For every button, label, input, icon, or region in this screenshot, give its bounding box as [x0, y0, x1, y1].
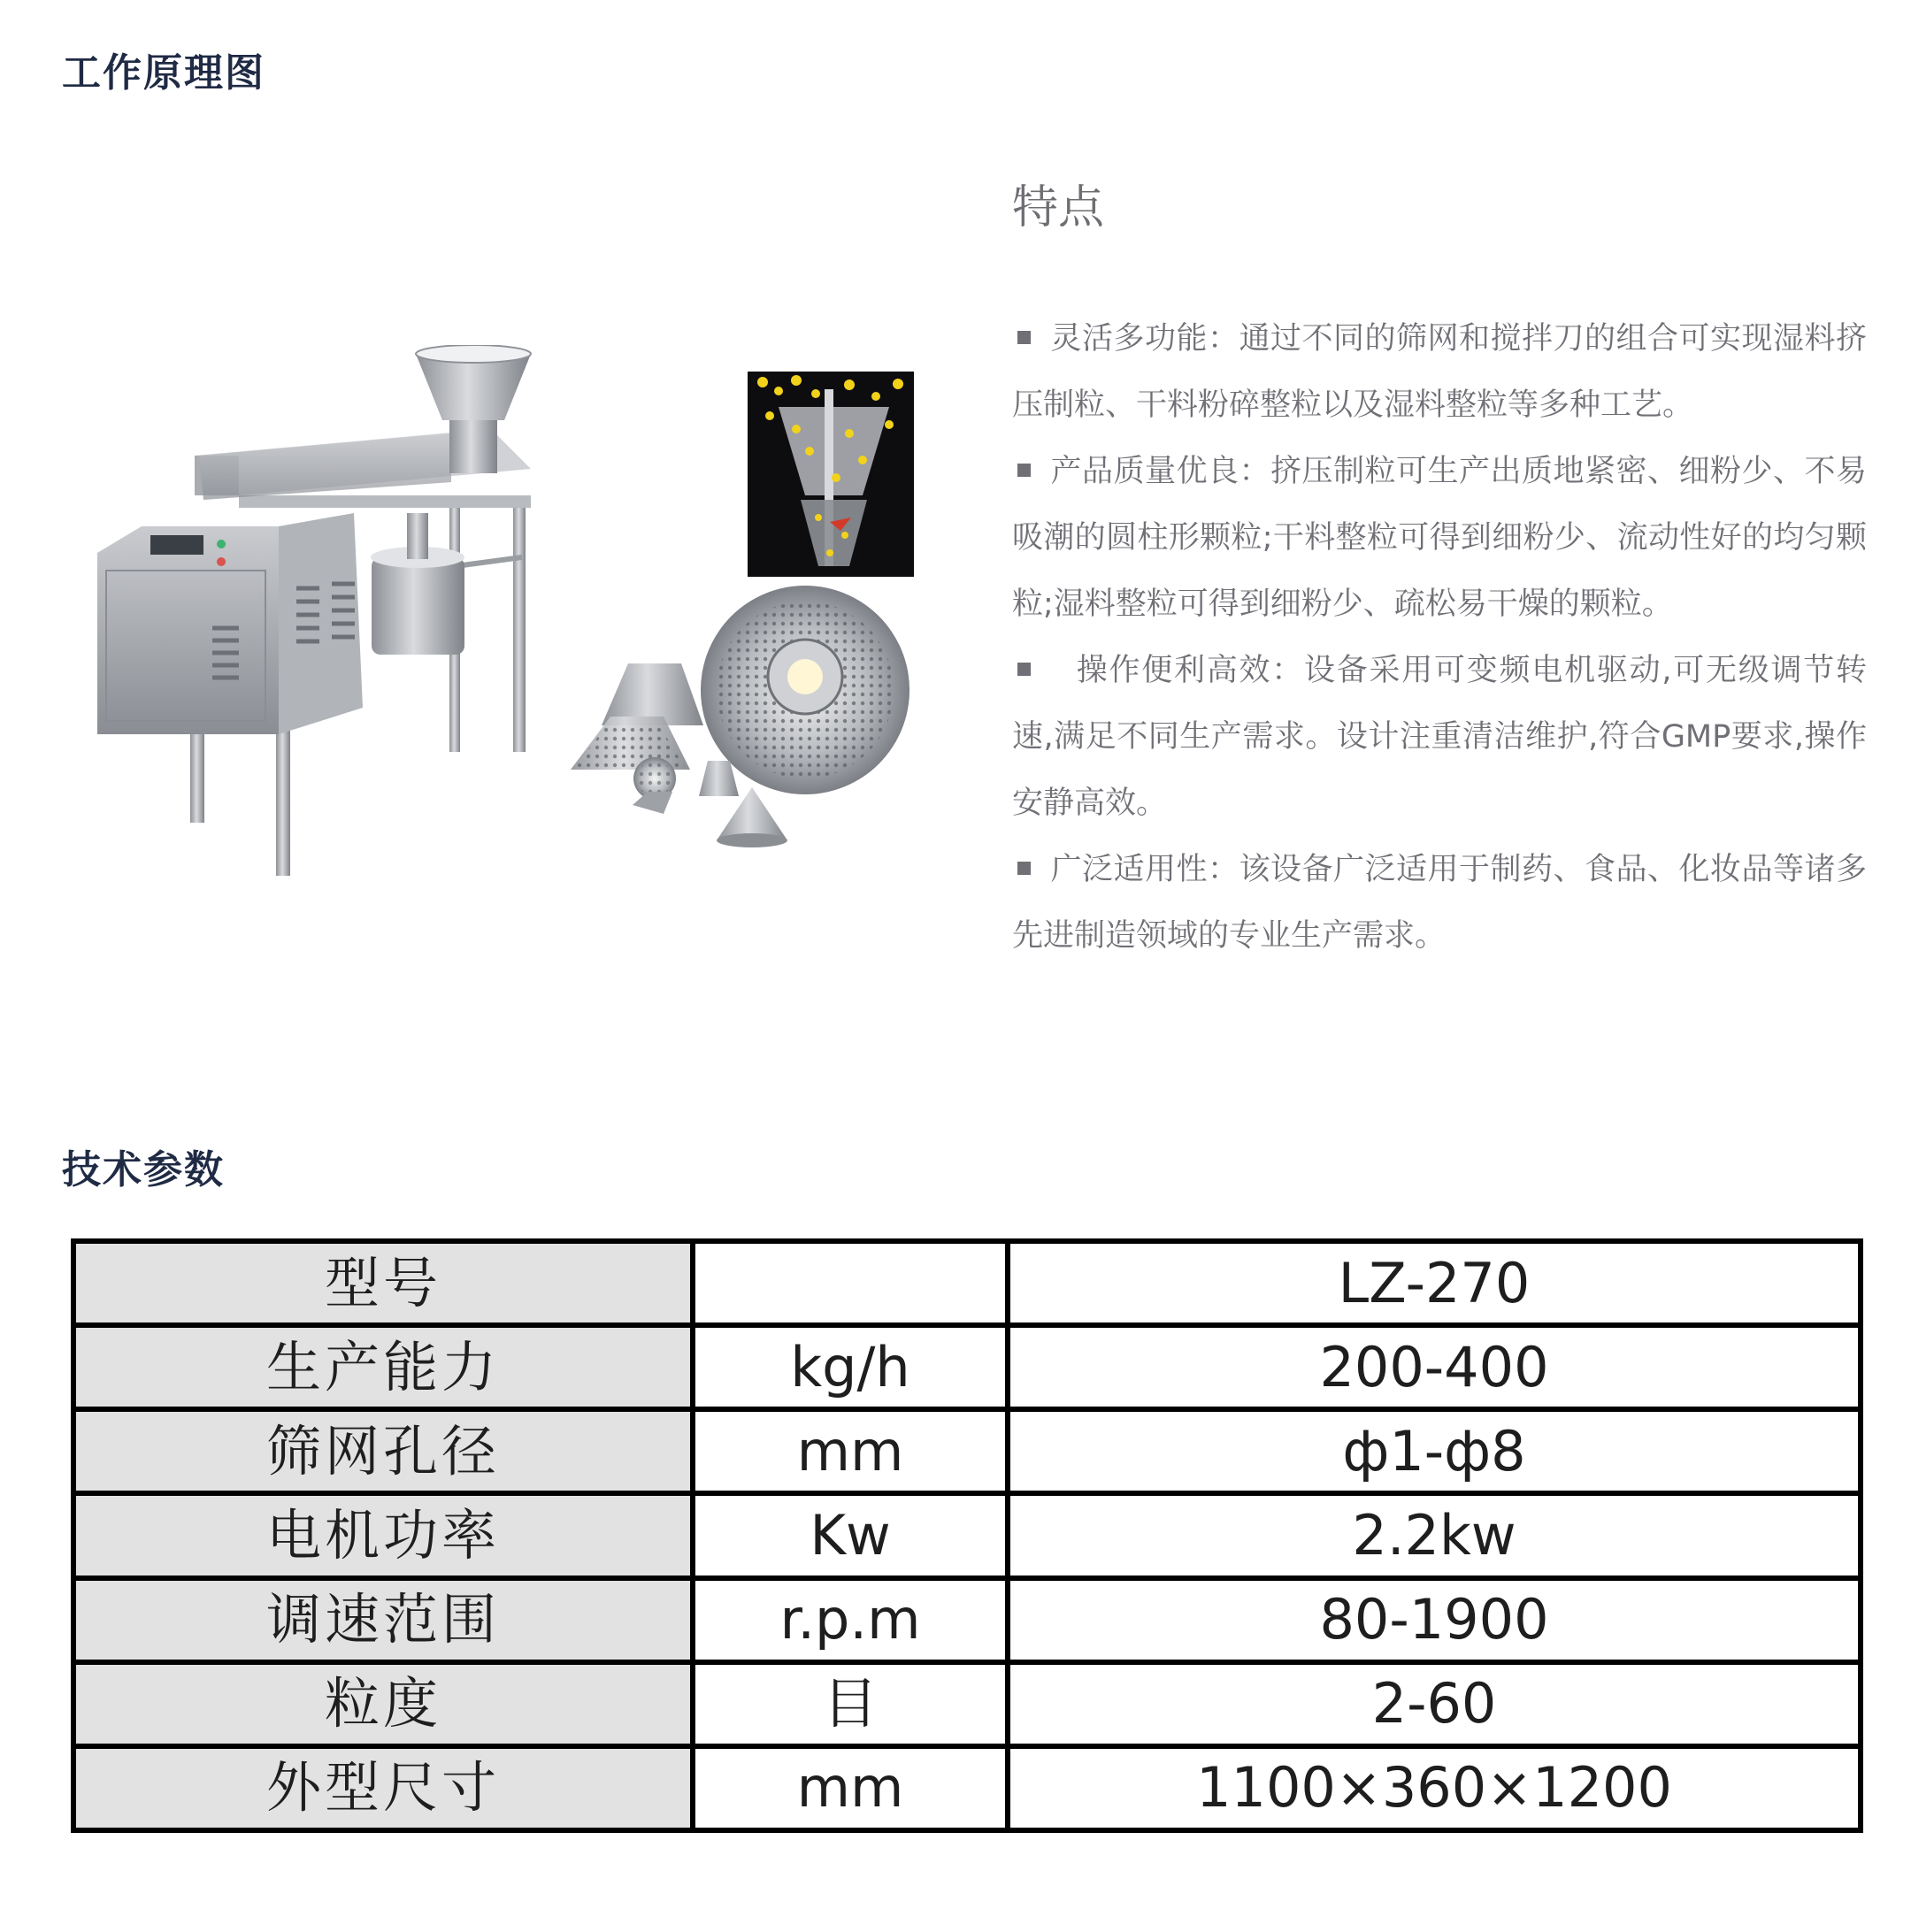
row-label: 筛网孔径: [73, 1409, 693, 1493]
granulation-inset-photo: [748, 372, 914, 577]
feature-text: 产品质量优良：挤压制粒可生产出质地紧密、细粉少、不易吸潮的圆柱形颗粒;干料整粒可得到细粉少、流动性好的均匀颗粒;湿料整粒可得到细粉少、疏松易干燥的颗粒。: [1012, 454, 1867, 622]
row-value: LZ-270: [1008, 1241, 1861, 1325]
row-label: 电机功率: [73, 1493, 693, 1577]
table-row: [73, 1493, 1861, 1577]
row-unit: [693, 1241, 1008, 1325]
row-value: 2.2kw: [1008, 1493, 1861, 1577]
table-row: [73, 1662, 1861, 1746]
features-title: 特点: [1012, 181, 1105, 234]
feature-item: [1012, 837, 1867, 970]
row-value: 200-400: [1008, 1325, 1861, 1409]
table-row: [73, 1241, 1861, 1325]
feature-item: [1012, 638, 1867, 837]
screen-and-cone-parts: [571, 586, 909, 847]
table-row: [73, 1409, 1861, 1493]
row-value: 2-60: [1008, 1662, 1861, 1746]
row-label: 调速范围: [73, 1578, 693, 1662]
table-row: [73, 1578, 1861, 1662]
feature-item: [1012, 439, 1867, 638]
row-unit: mm: [693, 1746, 1008, 1830]
square-bullet-icon: [1017, 464, 1031, 477]
granulator-illustration: [88, 345, 938, 876]
table-row: [73, 1325, 1861, 1409]
feature-text: 广泛适用性：该设备广泛适用于制药、食品、化妆品等诸多先进制造领域的专业生产需求。: [1012, 852, 1867, 954]
row-unit: Kw: [693, 1493, 1008, 1577]
row-unit: kg/h: [693, 1325, 1008, 1409]
row-value: ф1-ф8: [1008, 1409, 1861, 1493]
feature-text: 灵活多功能：通过不同的筛网和搅拌刀的组合可实现湿料挤压制粒、干料粉碎整粒以及湿料整粒等多种工艺。: [1012, 321, 1867, 423]
row-unit: 目: [693, 1662, 1008, 1746]
section-title-params: 技术参数: [62, 1147, 225, 1192]
square-bullet-icon: [1017, 862, 1031, 875]
section-title-principle: 工作原理图: [62, 50, 265, 96]
spec-table: [71, 1238, 1863, 1833]
row-label: 型号: [73, 1241, 693, 1325]
feature-item: [1012, 306, 1867, 439]
row-unit: mm: [693, 1409, 1008, 1493]
granulator-machine: [97, 345, 531, 876]
row-value: 1100×360×1200: [1008, 1746, 1861, 1830]
square-bullet-icon: [1017, 331, 1031, 344]
square-bullet-icon: [1017, 663, 1031, 676]
row-label: 粒度: [73, 1662, 693, 1746]
features-list: [1012, 306, 1867, 970]
row-value: 80-1900: [1008, 1578, 1861, 1662]
table-row: [73, 1746, 1861, 1830]
row-label: 外型尺寸: [73, 1746, 693, 1830]
feature-text: 操作便利高效：设备采用可变频电机驱动,可无级调节转速,满足不同生产需求。设计注重清洁维护,符合GMP要求,操作安静高效。: [1012, 653, 1867, 821]
row-label: 生产能力: [73, 1325, 693, 1409]
row-unit: r.p.m: [693, 1578, 1008, 1662]
